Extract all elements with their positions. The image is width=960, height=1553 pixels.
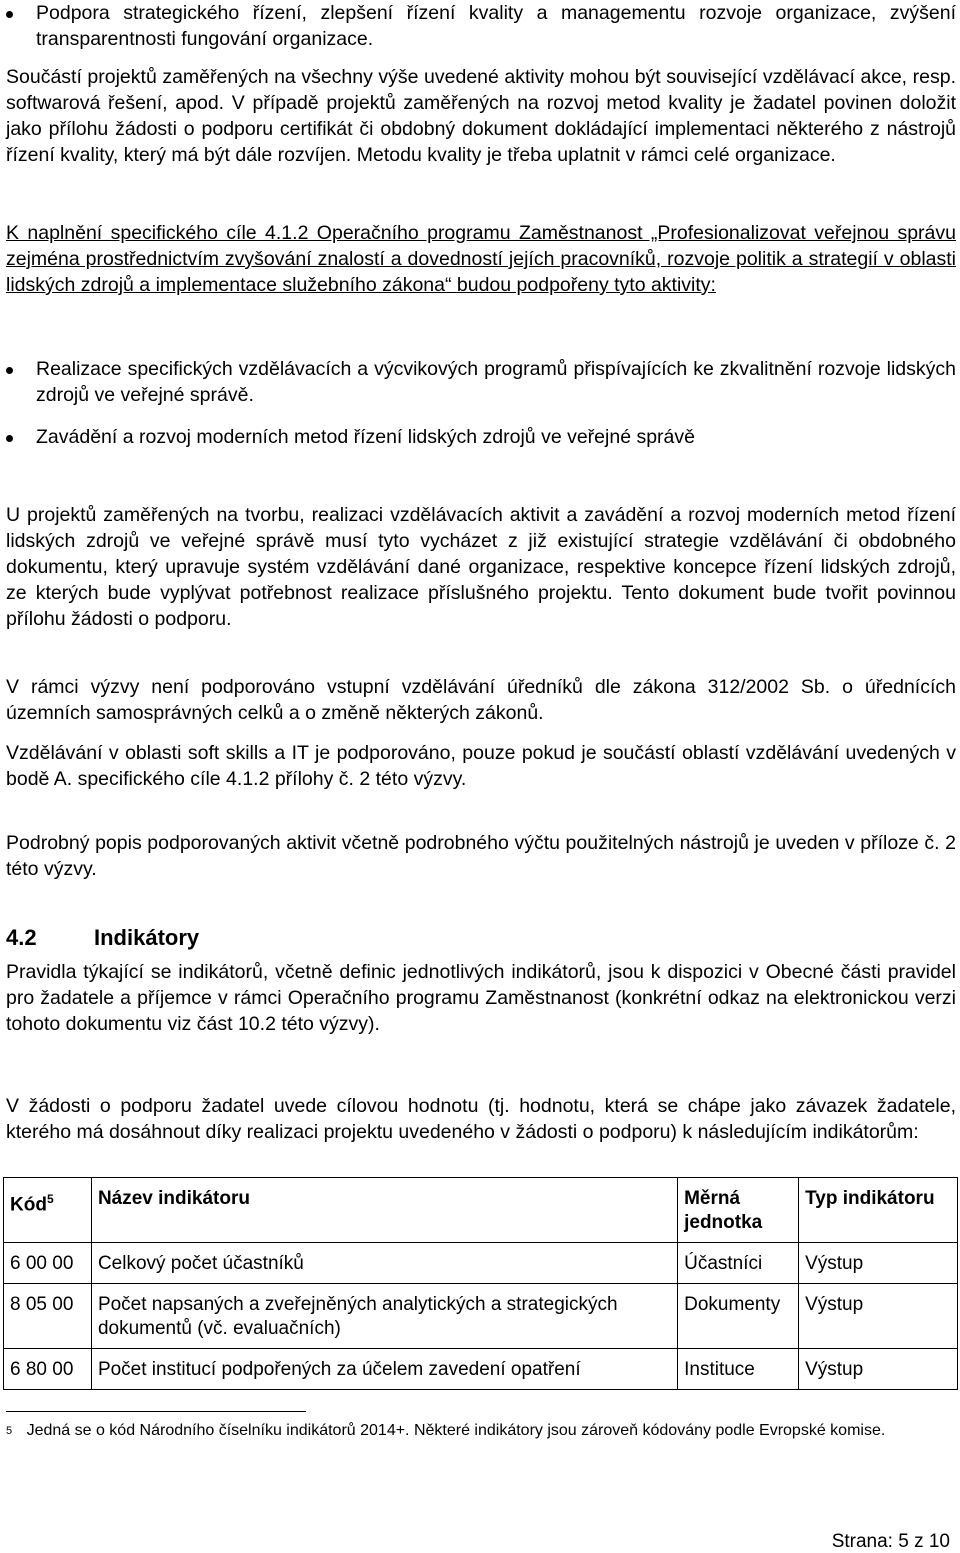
bullet-icon (6, 367, 13, 374)
table-header-row (4, 1178, 958, 1243)
table-row (4, 1349, 958, 1390)
paragraph-hr-projects: U projektů zaměřených na tvorbu, realizaci vzdělávacích aktivit a zavádění a rozvoj moderních metod řízení lidských zdrojů ve veřejné správě musí tyto vycházet z již existující strategie vzdělávání či obdobného dokumentu, který upravuje systém vzdělávání dané organizace, respektive koncepce řízení lidských zdrojů, ze kterých bude vyplývat potřebnost realizace příslušného projektu. Tento dokument bude tvořit povinnou přílohu žádosti o podporu. (6, 504, 956, 630)
cell-type: Výstup (799, 1243, 958, 1284)
footnote-text: Jedná se o kód Národního číselníku indikátorů 2014+. Některé indikátory jsou zároveň kódovány podle Evropské komise. (26, 1422, 886, 1439)
footnote-divider (6, 1411, 306, 1412)
list-item (6, 0, 956, 52)
paragraph-related-activities: Součástí projektů zaměřených na všechny výše uvedené aktivity mohou být související vzdělávací akce, resp. softwarová řešení, apod. V případě projektů zaměřených na rozvoj metod kvality je žadatel povinen doložit jako přílohu žádosti o podporu certifikát či obdobný dokument dokládající implementaci některého z nástrojů řízení kvality, který má být dále rozvíjen. Metodu kvality je třeba uplatnit v rámci celé organizace. (6, 66, 956, 166)
paragraph-specific-goal: K naplnění specifického cíle 4.1.2 Operačního programu Zaměstnanost „Profesionalizovat veřejnou správu zejména prostřednictvím zvyšování znalostí a dovedností jejích pracovníků, rozvoje politik a strategií v oblasti lidských zdrojů a implementace služebního zákona“ budou podpořeny tyto aktivity: (6, 222, 956, 296)
table-row (4, 1284, 958, 1349)
cell-unit: Účastníci (678, 1243, 799, 1284)
paragraph-target-value: V žádosti o podporu žadatel uvede cílovou hodnotu (tj. hodnotu, která se chápe jako závazek žadatele, kterého má dosáhnout díky realizaci projektu uvedeného v žádosti o podporu) k následujícím indikátorům: (6, 1095, 956, 1143)
cell-name: Počet institucí podpořených za účelem zavedení opatření (91, 1349, 677, 1390)
header-unit: Měrná jednotka (678, 1178, 799, 1243)
indicator-table (3, 1177, 958, 1390)
bullet-icon (6, 435, 13, 442)
paragraph-indicator-rules: Pravidla týkající se indikátorů, včetně definic jednotlivých indikátorů, jsou k dispozici v Obecné části pravidel pro žadatele a příjemce v rámci Operačního programu Zaměstnanost (konkrétní odkaz na elektronickou verzi tohoto dokumentu viz část 10.2 této výzvy). (6, 961, 956, 1035)
bullet-icon (6, 11, 13, 18)
header-type: Typ indikátoru (799, 1178, 958, 1243)
footnote (6, 1420, 956, 1442)
header-name: Název indikátoru (91, 1178, 677, 1243)
footnote-ref: 5 (46, 1192, 54, 1206)
table-row (4, 1243, 958, 1284)
page-number: Strana: 5 z 10 (831, 1531, 950, 1552)
list-item-text: Podpora strategického řízení, zlepšení řízení kvality a managementu rozvoje organizace, zvýšení transparentnosti fungování organizace. (36, 2, 956, 50)
paragraph-detailed-description: Podrobný popis podporovaných aktivit včetně podrobného výčtu použitelných nástrojů je uveden v příloze č. 2 této výzvy. (6, 832, 956, 880)
list-item (6, 424, 956, 450)
cell-type: Výstup (799, 1349, 958, 1390)
cell-type: Výstup (799, 1284, 958, 1349)
cell-code: 8 05 00 (4, 1284, 92, 1349)
cell-name: Celkový počet účastníků (91, 1243, 677, 1284)
section-heading (6, 924, 199, 952)
cell-unit: Instituce (678, 1349, 799, 1390)
cell-unit: Dokumenty (678, 1284, 799, 1349)
cell-name: Počet napsaných a zveřejněných analytických a strategických dokumentů (vč. evaluačních) (91, 1284, 677, 1349)
footnote-number: 5 (6, 1425, 13, 1437)
paragraph-soft-skills: Vzdělávání v oblasti soft skills a IT je podporováno, pouze pokud je součástí oblastí vzdělávání uvedených v bodě A. specifického cíle 4.1.2 přílohy č. 2 této výzvy. (6, 742, 956, 790)
header-code: Kód$^5$ (4, 1178, 92, 1243)
section-title: Indikátory (94, 925, 200, 950)
list-item-text: Zavádění a rozvoj moderních metod řízení lidských zdrojů ve veřejné správě (36, 426, 695, 448)
section-number: 4.2 (6, 925, 37, 950)
paragraph-entry-training: V rámci výzvy není podporováno vstupní vzdělávání úředníků dle zákona 312/2002 Sb. o úřednících územních samosprávných celků a o změně některých zákonů. (6, 676, 956, 724)
cell-code: 6 00 00 (4, 1243, 92, 1284)
list-item (6, 356, 956, 408)
cell-code: 6 80 00 (4, 1349, 92, 1390)
list-item-text: Realizace specifických vzdělávacích a výcvikových programů přispívajících ke zkvalitnění rozvoje lidských zdrojů ve veřejné správě. (36, 358, 956, 406)
